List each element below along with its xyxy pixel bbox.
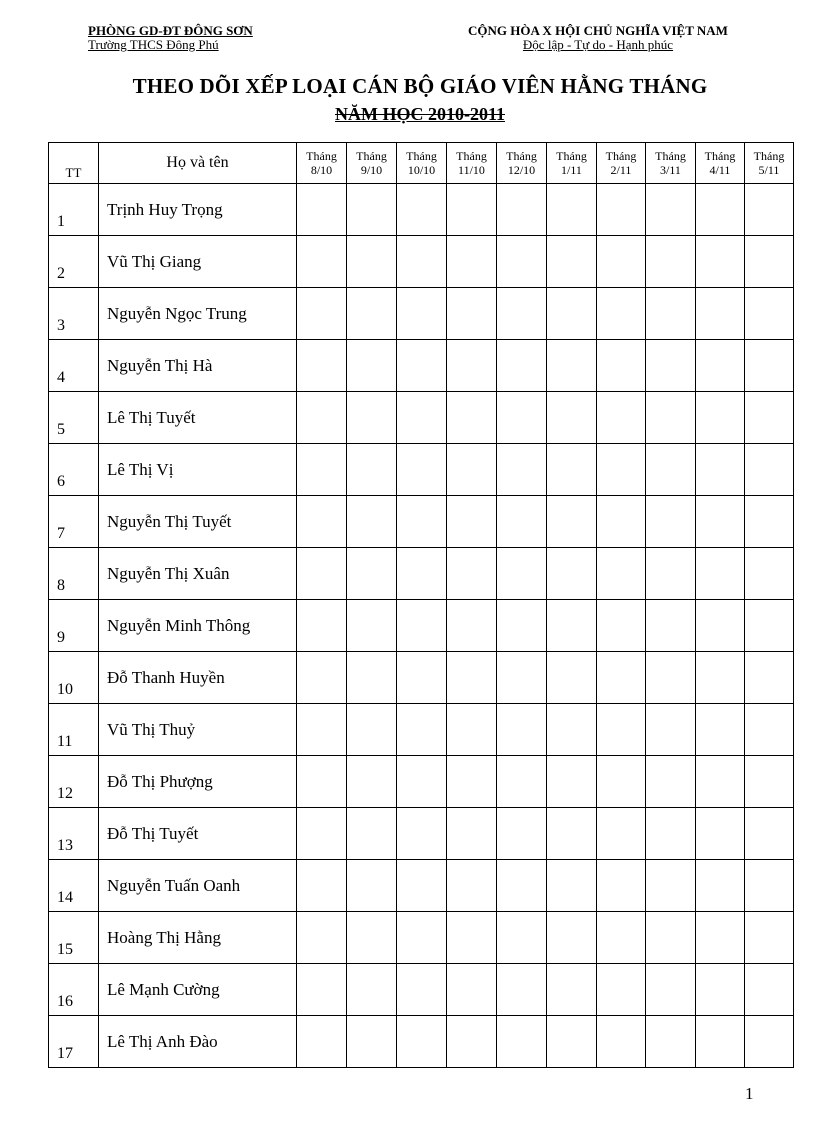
- month-value: 3/11: [660, 163, 681, 177]
- rating-cell[interactable]: [646, 236, 696, 288]
- table-row: [49, 756, 794, 808]
- rating-cell[interactable]: [297, 288, 347, 340]
- rating-cell[interactable]: [347, 236, 397, 288]
- teacher-name: Lê Thị Anh Đào: [99, 1016, 297, 1068]
- rating-cell[interactable]: [696, 964, 745, 1016]
- rating-cell[interactable]: [347, 704, 397, 756]
- teacher-name: Nguyễn Tuấn Oanh: [99, 860, 297, 912]
- rating-cell[interactable]: [745, 184, 794, 236]
- rating-cell[interactable]: [696, 288, 745, 340]
- table-row: [49, 496, 794, 548]
- rating-cell[interactable]: [597, 548, 646, 600]
- national-header: [438, 24, 758, 52]
- rating-cell[interactable]: [745, 288, 794, 340]
- row-number: 10: [49, 652, 99, 704]
- rating-cell[interactable]: [497, 548, 547, 600]
- rating-cell[interactable]: [646, 340, 696, 392]
- rating-cell[interactable]: [696, 444, 745, 496]
- rating-cell[interactable]: [297, 236, 347, 288]
- rating-cell[interactable]: [297, 600, 347, 652]
- rating-cell[interactable]: [745, 808, 794, 860]
- rating-cell[interactable]: [397, 912, 447, 964]
- month-label: Tháng: [306, 149, 337, 163]
- rating-cell[interactable]: [547, 184, 597, 236]
- rating-cell[interactable]: [745, 340, 794, 392]
- rating-cell[interactable]: [646, 444, 696, 496]
- month-label: Tháng: [506, 149, 537, 163]
- rating-cell[interactable]: [696, 184, 745, 236]
- rating-cell[interactable]: [696, 704, 745, 756]
- table-row: [49, 236, 794, 288]
- teacher-name: Đỗ Thị Phượng: [99, 756, 297, 808]
- rating-cell[interactable]: [397, 340, 447, 392]
- month-value: 1/11: [561, 163, 582, 177]
- rating-cell[interactable]: [297, 808, 347, 860]
- rating-cell[interactable]: [745, 1016, 794, 1068]
- rating-cell[interactable]: [347, 184, 397, 236]
- table-row: [49, 912, 794, 964]
- rating-cell[interactable]: [696, 392, 745, 444]
- rating-cell[interactable]: [745, 860, 794, 912]
- month-value: 4/11: [709, 163, 731, 177]
- rating-cell[interactable]: [297, 392, 347, 444]
- rating-cell[interactable]: [646, 184, 696, 236]
- table-row: [49, 184, 794, 236]
- rating-cell[interactable]: [547, 600, 597, 652]
- rating-cell[interactable]: [347, 860, 397, 912]
- row-number: 16: [49, 964, 99, 1016]
- rating-cell[interactable]: [297, 444, 347, 496]
- teacher-name: Vũ Thị Giang: [99, 236, 297, 288]
- teacher-name: Đỗ Thị Tuyết: [99, 808, 297, 860]
- rating-cell[interactable]: [547, 808, 597, 860]
- rating-cell[interactable]: [646, 288, 696, 340]
- rating-cell[interactable]: [447, 236, 497, 288]
- month-value: 2/11: [610, 163, 632, 177]
- rating-cell[interactable]: [397, 756, 447, 808]
- rating-cell[interactable]: [447, 964, 497, 1016]
- rating-cell[interactable]: [547, 392, 597, 444]
- rating-cell[interactable]: [447, 756, 497, 808]
- teacher-name: Nguyễn Thị Xuân: [99, 548, 297, 600]
- rating-cell[interactable]: [447, 912, 497, 964]
- rating-cell[interactable]: [297, 860, 347, 912]
- rating-cell[interactable]: [547, 444, 597, 496]
- teacher-name: Vũ Thị Thuỷ: [99, 704, 297, 756]
- month-label: Tháng: [655, 149, 686, 163]
- rating-cell[interactable]: [646, 1016, 696, 1068]
- row-number: 3: [49, 288, 99, 340]
- rating-cell[interactable]: [597, 808, 646, 860]
- rating-cell[interactable]: [597, 964, 646, 1016]
- rating-cell[interactable]: [646, 964, 696, 1016]
- rating-cell[interactable]: [696, 652, 745, 704]
- rating-cell[interactable]: [597, 236, 646, 288]
- rating-cell[interactable]: [745, 392, 794, 444]
- rating-cell[interactable]: [497, 652, 547, 704]
- rating-cell[interactable]: [347, 756, 397, 808]
- rating-cell[interactable]: [347, 808, 397, 860]
- table-row: [49, 704, 794, 756]
- column-header-month: [297, 143, 347, 184]
- rating-cell[interactable]: [547, 340, 597, 392]
- rating-cell[interactable]: [497, 600, 547, 652]
- teacher-name: Lê Thị Tuyết: [99, 392, 297, 444]
- rating-cell[interactable]: [297, 496, 347, 548]
- rating-cell[interactable]: [547, 912, 597, 964]
- month-value: 11/10: [458, 163, 485, 177]
- rating-cell[interactable]: [646, 704, 696, 756]
- row-number: 11: [49, 704, 99, 756]
- rating-cell[interactable]: [597, 288, 646, 340]
- rating-cell[interactable]: [397, 652, 447, 704]
- rating-cell[interactable]: [447, 860, 497, 912]
- rating-cell[interactable]: [397, 444, 447, 496]
- rating-cell[interactable]: [347, 652, 397, 704]
- rating-cell[interactable]: [547, 236, 597, 288]
- rating-cell[interactable]: [497, 444, 547, 496]
- rating-cell[interactable]: [397, 288, 447, 340]
- rating-cell[interactable]: [745, 496, 794, 548]
- rating-cell[interactable]: [547, 652, 597, 704]
- table-row: [49, 808, 794, 860]
- rating-cell[interactable]: [447, 496, 497, 548]
- rating-cell[interactable]: [497, 912, 547, 964]
- rating-cell[interactable]: [745, 600, 794, 652]
- rating-cell[interactable]: [297, 756, 347, 808]
- rating-cell[interactable]: [597, 912, 646, 964]
- rating-cell[interactable]: [547, 288, 597, 340]
- table-row: [49, 652, 794, 704]
- row-number: 5: [49, 392, 99, 444]
- column-header-month: [745, 143, 794, 184]
- month-label: Tháng: [704, 149, 736, 163]
- teacher-name: Hoàng Thị Hằng: [99, 912, 297, 964]
- rating-cell[interactable]: [347, 912, 397, 964]
- table-row: [49, 444, 794, 496]
- rating-cell[interactable]: [347, 392, 397, 444]
- rating-cell[interactable]: [447, 288, 497, 340]
- table-row: [49, 1016, 794, 1068]
- rating-cell[interactable]: [597, 756, 646, 808]
- rating-cell[interactable]: [347, 548, 397, 600]
- rating-cell[interactable]: [547, 756, 597, 808]
- table-row: [49, 340, 794, 392]
- rating-cell[interactable]: [497, 184, 547, 236]
- rating-cell[interactable]: [297, 548, 347, 600]
- rating-cell[interactable]: [745, 652, 794, 704]
- month-label: Tháng: [605, 149, 637, 163]
- rating-cell[interactable]: [547, 860, 597, 912]
- rating-cell[interactable]: [646, 548, 696, 600]
- school-name: Trường THCS Đông Phú: [88, 37, 219, 52]
- rating-cell[interactable]: [297, 912, 347, 964]
- rating-cell[interactable]: [347, 340, 397, 392]
- rating-cell[interactable]: [447, 340, 497, 392]
- rating-cell[interactable]: [597, 652, 646, 704]
- rating-cell[interactable]: [297, 964, 347, 1016]
- month-label: Tháng: [356, 149, 387, 163]
- rating-cell[interactable]: [696, 236, 745, 288]
- month-value: 5/11: [758, 163, 780, 177]
- rating-cell[interactable]: [297, 184, 347, 236]
- month-label: Tháng: [456, 149, 487, 163]
- rating-cell[interactable]: [745, 964, 794, 1016]
- office-header: [88, 24, 253, 52]
- rating-cell[interactable]: [745, 912, 794, 964]
- rating-cell[interactable]: [447, 652, 497, 704]
- row-number: 12: [49, 756, 99, 808]
- rating-cell[interactable]: [447, 600, 497, 652]
- teacher-name: Đỗ Thanh Huyền: [99, 652, 297, 704]
- rating-cell[interactable]: [447, 444, 497, 496]
- rating-cell[interactable]: [297, 652, 347, 704]
- month-value: 9/10: [360, 163, 383, 177]
- rating-cell[interactable]: [497, 496, 547, 548]
- month-value: 8/10: [310, 163, 333, 177]
- rating-table: [48, 142, 794, 1068]
- rating-cell[interactable]: [547, 496, 597, 548]
- table-row: [49, 860, 794, 912]
- rating-cell[interactable]: [547, 964, 597, 1016]
- rating-cell[interactable]: [397, 860, 447, 912]
- rating-cell[interactable]: [497, 288, 547, 340]
- teacher-name: Nguyễn Minh Thông: [99, 600, 297, 652]
- rating-cell[interactable]: [745, 236, 794, 288]
- row-number: 9: [49, 600, 99, 652]
- rating-cell[interactable]: [597, 340, 646, 392]
- column-header-month: [497, 143, 547, 184]
- rating-cell[interactable]: [497, 808, 547, 860]
- column-header-name: Họ và tên: [99, 143, 297, 184]
- column-header-month: [547, 143, 597, 184]
- row-number: 8: [49, 548, 99, 600]
- rating-cell[interactable]: [447, 808, 497, 860]
- rating-cell[interactable]: [397, 496, 447, 548]
- department-name: PHÒNG GD-ĐT ĐÔNG SƠN: [88, 23, 253, 38]
- teacher-name: Nguyễn Ngọc Trung: [99, 288, 297, 340]
- rating-cell[interactable]: [397, 964, 447, 1016]
- rating-cell[interactable]: [597, 1016, 646, 1068]
- rating-cell[interactable]: [397, 808, 447, 860]
- column-header-month: [447, 143, 497, 184]
- page-title: THEO DÕI XẾP LOẠI CÁN BỘ GIÁO VIÊN HẰNG THÁNG: [132, 74, 708, 98]
- rating-cell[interactable]: [347, 964, 397, 1016]
- rating-cell[interactable]: [347, 1016, 397, 1068]
- column-header-month: [696, 143, 745, 184]
- rating-cell[interactable]: [646, 808, 696, 860]
- rating-cell[interactable]: [646, 652, 696, 704]
- rating-cell[interactable]: [646, 392, 696, 444]
- rating-cell[interactable]: [447, 184, 497, 236]
- rating-cell[interactable]: [347, 444, 397, 496]
- rating-cell[interactable]: [696, 1016, 745, 1068]
- school-year: NĂM HỌC 2010-2011: [335, 104, 505, 124]
- teacher-name: Nguyễn Thị Tuyết: [99, 496, 297, 548]
- rating-cell[interactable]: [397, 392, 447, 444]
- column-header-month: [597, 143, 646, 184]
- month-label: Tháng: [753, 149, 785, 163]
- rating-cell[interactable]: [597, 860, 646, 912]
- rating-cell[interactable]: [497, 704, 547, 756]
- rating-cell[interactable]: [646, 860, 696, 912]
- rating-cell[interactable]: [497, 756, 547, 808]
- row-number: 7: [49, 496, 99, 548]
- national-motto: Độc lập - Tự do - Hạnh phúc: [522, 37, 674, 52]
- rating-cell[interactable]: [745, 756, 794, 808]
- rating-cell[interactable]: [696, 600, 745, 652]
- rating-cell[interactable]: [696, 808, 745, 860]
- rating-cell[interactable]: [646, 756, 696, 808]
- rating-cell[interactable]: [447, 1016, 497, 1068]
- row-number: 17: [49, 1016, 99, 1068]
- column-header-month: [397, 143, 447, 184]
- rating-cell[interactable]: [547, 548, 597, 600]
- row-number: 13: [49, 808, 99, 860]
- rating-cell[interactable]: [397, 704, 447, 756]
- rating-cell[interactable]: [447, 704, 497, 756]
- rating-cell[interactable]: [397, 600, 447, 652]
- rating-cell[interactable]: [745, 548, 794, 600]
- rating-cell[interactable]: [597, 600, 646, 652]
- rating-cell[interactable]: [696, 496, 745, 548]
- page-number: 1: [745, 1084, 754, 1103]
- table-header-row: [49, 143, 794, 184]
- table-row: [49, 288, 794, 340]
- column-header-tt: TT: [49, 143, 99, 184]
- rating-cell[interactable]: [547, 704, 597, 756]
- rating-cell[interactable]: [696, 548, 745, 600]
- month-value: 10/10: [407, 163, 436, 177]
- column-header-month: [646, 143, 696, 184]
- rating-cell[interactable]: [297, 704, 347, 756]
- rating-cell[interactable]: [646, 600, 696, 652]
- rating-cell[interactable]: [297, 1016, 347, 1068]
- row-number: 15: [49, 912, 99, 964]
- rating-cell[interactable]: [497, 1016, 547, 1068]
- rating-cell[interactable]: [347, 600, 397, 652]
- rating-cell[interactable]: [497, 964, 547, 1016]
- rating-cell[interactable]: [497, 236, 547, 288]
- teacher-name: Nguyễn Thị Hà: [99, 340, 297, 392]
- rating-cell[interactable]: [597, 184, 646, 236]
- rating-cell[interactable]: [696, 340, 745, 392]
- row-number: 4: [49, 340, 99, 392]
- rating-cell[interactable]: [646, 496, 696, 548]
- teacher-name: Trịnh Huy Trọng: [99, 184, 297, 236]
- rating-cell[interactable]: [497, 392, 547, 444]
- row-number: 1: [49, 184, 99, 236]
- rating-cell[interactable]: [497, 860, 547, 912]
- month-label: Tháng: [556, 149, 587, 163]
- rating-cell[interactable]: [745, 444, 794, 496]
- rating-cell[interactable]: [497, 340, 547, 392]
- row-number: 14: [49, 860, 99, 912]
- rating-cell[interactable]: [397, 1016, 447, 1068]
- month-value: 12/10: [507, 163, 536, 177]
- table-row: [49, 600, 794, 652]
- month-label: Tháng: [406, 149, 437, 163]
- rating-cell[interactable]: [646, 912, 696, 964]
- table-row: [49, 964, 794, 1016]
- table-row: [49, 392, 794, 444]
- table-row: [49, 548, 794, 600]
- teacher-name: Lê Mạnh Cường: [99, 964, 297, 1016]
- rating-cell[interactable]: [547, 1016, 597, 1068]
- rating-cell[interactable]: [745, 704, 794, 756]
- rating-cell[interactable]: [696, 860, 745, 912]
- column-header-month: [347, 143, 397, 184]
- rating-cell[interactable]: [597, 496, 646, 548]
- rating-cell[interactable]: [347, 496, 397, 548]
- rating-cell[interactable]: [597, 444, 646, 496]
- rating-cell[interactable]: [447, 548, 497, 600]
- rating-cell[interactable]: [696, 756, 745, 808]
- rating-cell[interactable]: [347, 288, 397, 340]
- rating-cell[interactable]: [397, 548, 447, 600]
- teacher-name: Lê Thị Vị: [99, 444, 297, 496]
- rating-cell[interactable]: [397, 184, 447, 236]
- rating-cell[interactable]: [397, 236, 447, 288]
- rating-cell[interactable]: [696, 912, 745, 964]
- rating-cell[interactable]: [597, 392, 646, 444]
- rating-cell[interactable]: [447, 392, 497, 444]
- row-number: 6: [49, 444, 99, 496]
- rating-cell[interactable]: [297, 340, 347, 392]
- national-title: CỘNG HÒA X HỘI CHỦ NGHĨA VIỆT NAM: [468, 23, 728, 38]
- rating-cell[interactable]: [597, 704, 646, 756]
- row-number: 2: [49, 236, 99, 288]
